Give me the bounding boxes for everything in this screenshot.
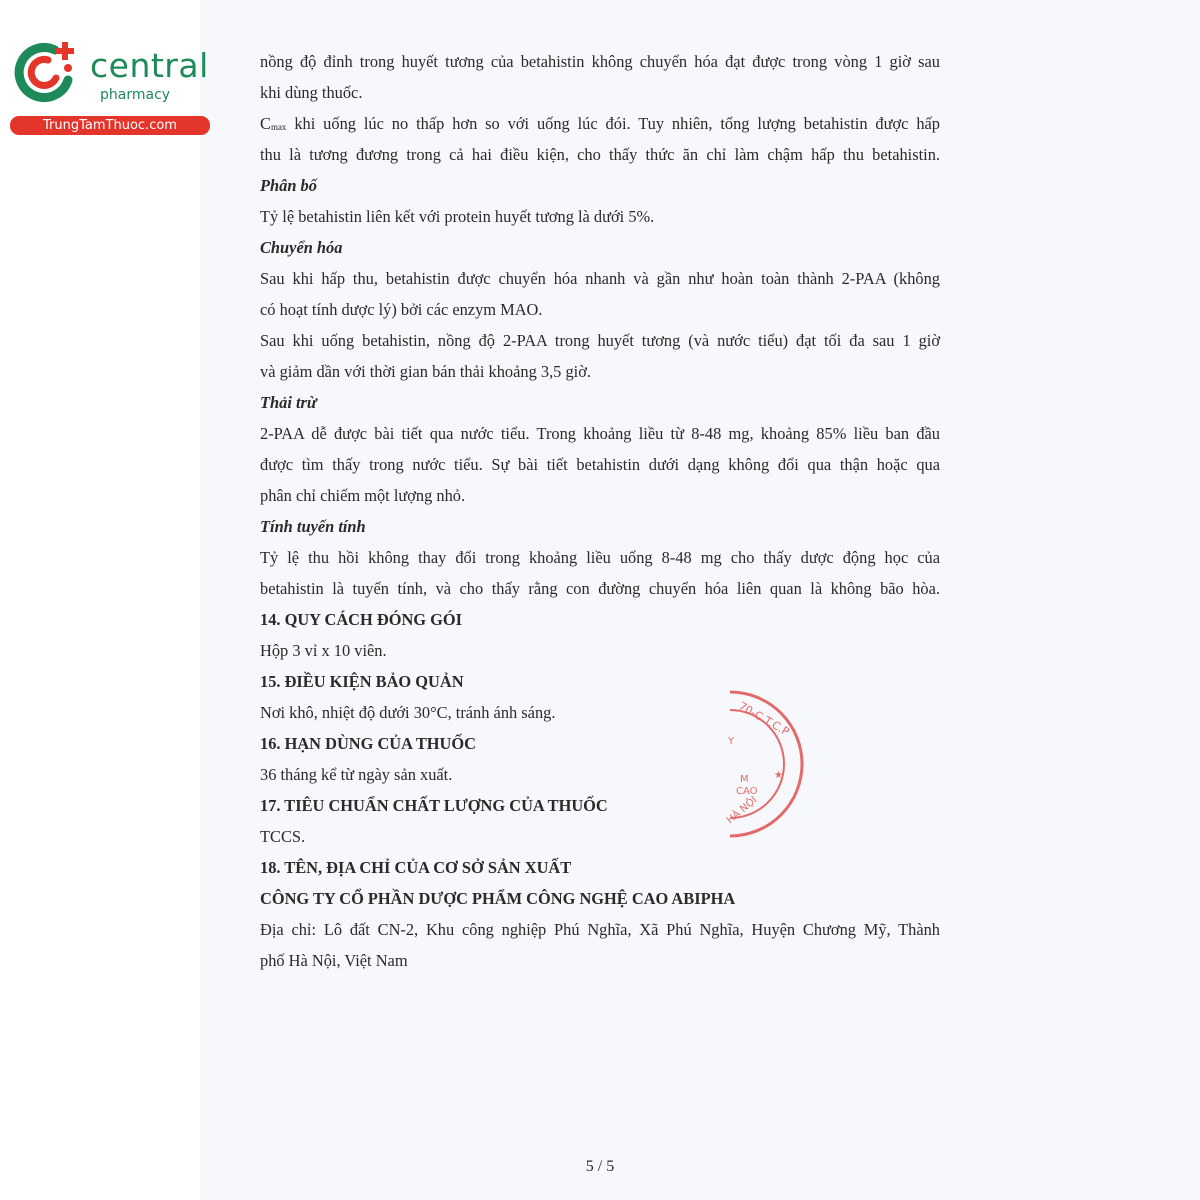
- section-heading-15: 15. ĐIỀU KIỆN BẢO QUẢN: [260, 672, 464, 691]
- text-line: thu là tương đương trong cả hai điều kiện, cho thấy thức ăn chỉ làm chậm hấp thu betahistin.: [260, 145, 940, 164]
- text-line: Sau khi uống betahistin, nồng độ 2-PAA trong huyết tương (và nước tiểu) đạt tối đa sau 1 giờ: [260, 331, 940, 350]
- text-line: phân chỉ chiếm một lượng nhỏ.: [260, 486, 466, 505]
- svg-text:★: ★: [774, 770, 783, 781]
- text-line: TCCS.: [260, 827, 306, 846]
- section-heading-16: 16. HẠN DÙNG CỦA THUỐC: [260, 734, 476, 753]
- logo-site-url: TrungTamThuoc.com: [10, 116, 210, 135]
- svg-text:HÀ NỘI: HÀ NỘI: [724, 794, 760, 827]
- text-line: khi dùng thuốc.: [260, 83, 363, 102]
- text-line-cmax: $C_{max}$ khi uống lúc no thấp hơn so với uống lúc đói. Tuy nhiên, tổng lượng betahistin được hấp: [260, 114, 940, 133]
- subheading-thai-tru: Thải trừ: [260, 393, 317, 412]
- page-number: 5 / 5: [585, 1158, 615, 1175]
- text-line: Tỷ lệ betahistin liên kết với protein huyết tương là dưới 5%.: [260, 207, 655, 226]
- text-line: Nơi khô, nhiệt độ dưới 30°C, tránh ánh sáng.: [260, 703, 556, 722]
- central-pharmacy-logo[interactable]: [10, 38, 215, 138]
- text-line: nồng độ đỉnh trong huyết tương của betahistin không chuyển hóa đạt được trong vòng 1 giờ sau: [260, 52, 940, 71]
- section-heading-17: 17. TIÊU CHUẨN CHẤT LƯỢNG CỦA THUỐC: [260, 796, 608, 815]
- text-line: Sau khi hấp thu, betahistin được chuyển hóa nhanh và gần như hoàn toàn thành 2-PAA (không: [260, 269, 940, 288]
- pharmacy-cross-icon: [10, 38, 80, 108]
- text-line: được tìm thấy trong nước tiểu. Sự bài tiết betahistin dưới dạng không đổi qua thận hoặc qua: [260, 455, 940, 474]
- text-line: Hộp 3 vỉ x 10 viên.: [260, 641, 387, 660]
- svg-text:70-C.T.C.P: 70-C.T.C.P: [736, 699, 792, 739]
- section-heading-18: 18. TÊN, ĐỊA CHỈ CỦA CƠ SỞ SẢN XUẤT: [260, 858, 572, 877]
- text-line: 2-PAA dễ được bài tiết qua nước tiểu. Trong khoảng liều từ 8-48 mg, khoảng 85% liều ban đầu: [260, 424, 940, 443]
- logo-subtitle: pharmacy: [100, 87, 171, 103]
- logo-wordmark: central: [90, 46, 209, 85]
- svg-text:M: M: [740, 774, 749, 785]
- text-line: 36 tháng kể từ ngày sản xuất.: [260, 765, 453, 784]
- subheading-chuyen-hoa: Chuyển hóa: [260, 238, 343, 257]
- text-line: Tỷ lệ thu hồi không thay đổi trong khoảng liều uống 8-48 mg cho thấy dược động học của: [260, 548, 940, 567]
- subheading-phan-bo: Phân bố: [260, 176, 317, 195]
- text-line: Địa chỉ: Lô đất CN-2, Khu công nghiệp Phú Nghĩa, Xã Phú Nghĩa, Huyện Chương Mỹ, Thành: [260, 920, 940, 939]
- text-line: phố Hà Nội, Việt Nam: [260, 951, 408, 970]
- text-line: betahistin là tuyến tính, và cho thấy rằng con đường chuyển hóa liên quan là không bão hòa.: [260, 579, 940, 598]
- text-line: có hoạt tính dược lý) bởi các enzym MAO.: [260, 300, 543, 319]
- section-heading-14: 14. QUY CÁCH ĐÓNG GÓI: [260, 610, 463, 629]
- svg-text:Y: Y: [728, 736, 735, 747]
- svg-text:CAO: CAO: [736, 786, 758, 797]
- company-seal-stamp: [700, 684, 840, 844]
- manufacturer-name: CÔNG TY CỔ PHẦN DƯỢC PHẨM CÔNG NGHỆ CAO ABIPHA: [260, 889, 736, 908]
- subheading-tinh-tuyen-tinh: Tính tuyến tính: [260, 517, 366, 536]
- text-line: và giảm dần với thời gian bán thải khoảng 3,5 giờ.: [260, 362, 591, 381]
